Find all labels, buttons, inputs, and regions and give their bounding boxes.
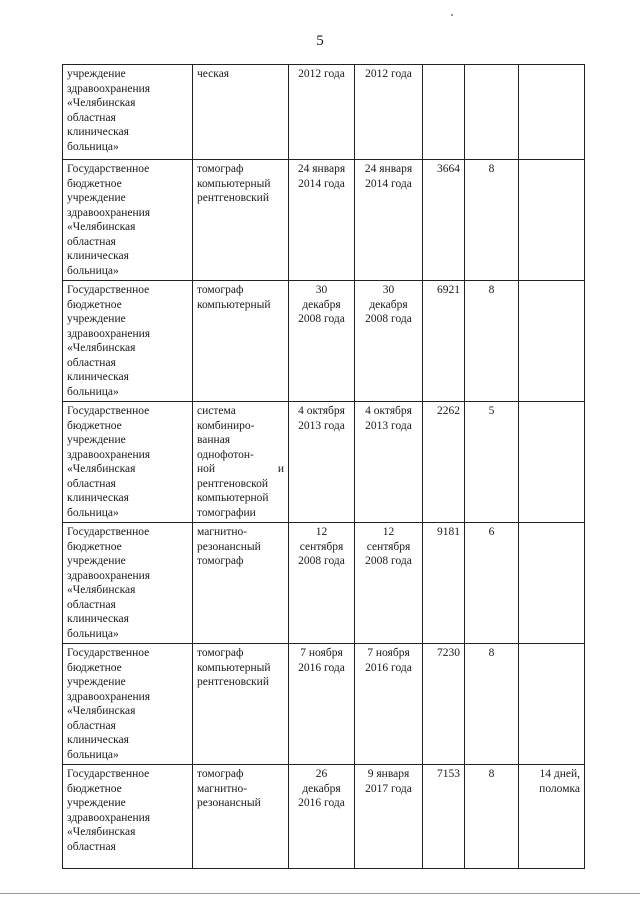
organization-cell-line: больница» — [67, 506, 119, 519]
organization-cell-line: «Челябинская — [67, 584, 136, 596]
studies-count-cell: 6921 — [423, 281, 465, 402]
device-cell-line: компьютерный — [197, 661, 271, 674]
install-date-cell-line: 4 октября — [298, 405, 345, 417]
hours-cell: 8 — [465, 644, 519, 765]
organization-cell — [63, 281, 193, 402]
table-row — [63, 765, 585, 869]
install-date-cell — [289, 160, 355, 281]
organization-cell-line: здравоохранения — [67, 811, 151, 824]
organization-cell-line: «Челябинская — [67, 97, 136, 109]
hours-cell: 8 — [465, 765, 519, 869]
device-word: ной — [197, 463, 216, 475]
install-date-cell-line: 2016 года — [298, 661, 345, 674]
organization-cell-line: бюджетное — [67, 661, 122, 674]
hours-cell: 8 — [465, 281, 519, 402]
organization-cell-line: учреждение — [67, 797, 126, 809]
hours-cell: 8 — [465, 160, 519, 281]
downtime-note-cell — [519, 523, 585, 644]
studies-count-cell: 7230 — [423, 644, 465, 765]
downtime-note-cell — [519, 160, 585, 281]
device-cell-line: компьютерный — [197, 177, 271, 190]
organization-cell-line: Государственное — [67, 163, 150, 175]
organization-cell-line: здравоохранения — [67, 448, 151, 461]
page-number: 5 — [316, 33, 324, 49]
device-cell-line: ческая — [197, 68, 230, 80]
hours-cell — [465, 65, 519, 160]
organization-cell — [63, 65, 193, 160]
device-cell-line: магнитно- — [197, 782, 248, 795]
start-date-cell — [355, 65, 423, 160]
organization-cell-line: «Челябинская — [67, 826, 136, 838]
start-date-cell — [355, 402, 423, 523]
organization-cell-line: больница» — [67, 264, 119, 277]
install-date-cell — [289, 523, 355, 644]
organization-cell-line: здравоохранения — [67, 327, 151, 340]
organization-cell-line: учреждение — [67, 68, 126, 80]
organization-cell-line: здравоохранения — [67, 82, 151, 95]
install-date-cell-line: 2014 года — [298, 177, 345, 190]
organization-cell-line: здравоохранения — [67, 569, 151, 582]
organization-cell-line: «Челябинская — [67, 463, 136, 475]
install-date-cell — [289, 65, 355, 160]
organization-cell-line: здравоохранения — [67, 690, 151, 703]
install-date-cell-line: 2012 года — [298, 68, 345, 80]
table-row — [63, 160, 585, 281]
device-cell-line: рентгеновской — [197, 477, 268, 490]
install-date-cell-line: 7 ноября — [300, 647, 343, 659]
downtime-note-cell — [519, 644, 585, 765]
organization-cell-line: областная — [67, 598, 116, 611]
table-row — [63, 65, 585, 160]
start-date-cell-line: 2014 года — [365, 177, 412, 190]
organization-cell — [63, 160, 193, 281]
studies-count-cell: 7153 — [423, 765, 465, 869]
device-cell-line: магнитно- — [197, 526, 248, 538]
start-date-cell-line: 2016 года — [365, 661, 412, 674]
device-cell-line: комбиниро- — [197, 419, 255, 432]
device-cell-line: однофотон- — [197, 448, 254, 461]
studies-count-cell: 2262 — [423, 402, 465, 523]
studies-count-cell: 3664 — [423, 160, 465, 281]
organization-cell-line: здравоохранения — [67, 206, 151, 219]
organization-cell-line: областная — [67, 356, 116, 369]
device-cell — [193, 765, 289, 869]
device-cell — [193, 160, 289, 281]
device-cell-line: резонансный — [197, 797, 261, 809]
start-date-cell-line: 30 — [382, 284, 395, 296]
device-cell-line: рентгеновский — [197, 192, 269, 204]
device-cell-line — [197, 462, 284, 477]
device-cell — [193, 402, 289, 523]
start-date-cell — [355, 281, 423, 402]
table-row — [63, 523, 585, 644]
organization-cell-line: «Челябинская — [67, 221, 136, 233]
organization-cell-line: Государственное — [67, 405, 150, 417]
equipment-table — [62, 64, 585, 869]
downtime-note-cell — [519, 65, 585, 160]
organization-cell-line: «Челябинская — [67, 705, 136, 717]
install-date-cell-line: сентября — [299, 540, 344, 553]
device-cell-line: томограф — [197, 555, 244, 567]
install-date-cell — [289, 644, 355, 765]
organization-cell-line: клиническая — [67, 371, 129, 383]
device-cell-line: система — [197, 405, 236, 417]
start-date-cell — [355, 160, 423, 281]
organization-cell-line: областная — [67, 235, 116, 248]
organization-cell-line: Государственное — [67, 526, 150, 538]
install-date-cell — [289, 281, 355, 402]
device-cell — [193, 644, 289, 765]
downtime-note-cell — [519, 765, 585, 869]
downtime-note-cell — [519, 402, 585, 523]
install-date-cell-line: 12 — [315, 526, 328, 538]
device-cell-line: резонансный — [197, 540, 261, 553]
device-cell — [193, 65, 289, 160]
device-cell-line: томограф — [197, 647, 244, 659]
organization-cell-line: больница» — [67, 627, 119, 640]
studies-count-cell — [423, 65, 465, 160]
downtime-note-cell-line: 14 дней, — [539, 768, 580, 780]
organization-cell-line: клиническая — [67, 250, 129, 262]
table-row — [63, 281, 585, 402]
organization-cell-line: областная — [67, 111, 116, 124]
install-date-cell — [289, 765, 355, 869]
organization-cell-line: бюджетное — [67, 419, 122, 432]
organization-cell — [63, 523, 193, 644]
install-date-cell-line: 2008 года — [298, 555, 345, 567]
organization-cell-line: учреждение — [67, 434, 126, 446]
install-date-cell-line: 26 — [315, 768, 328, 780]
start-date-cell-line: 2008 года — [365, 313, 412, 325]
device-cell-line: томограф — [197, 163, 244, 175]
organization-cell-line: клиническая — [67, 734, 129, 746]
start-date-cell — [355, 644, 423, 765]
organization-cell-line: бюджетное — [67, 177, 122, 190]
organization-cell-line: областная — [67, 719, 116, 732]
install-date-cell-line: 2016 года — [298, 797, 345, 809]
start-date-cell-line: 2013 года — [365, 419, 412, 432]
install-date-cell-line: 2013 года — [298, 419, 345, 432]
table-row — [63, 644, 585, 765]
organization-cell-line: бюджетное — [67, 782, 122, 795]
organization-cell-line: учреждение — [67, 676, 126, 688]
device-cell-line: ванная — [197, 434, 231, 446]
hours-cell: 5 — [465, 402, 519, 523]
organization-cell-line: Государственное — [67, 284, 150, 296]
device-cell-line: томографии — [197, 506, 256, 519]
organization-cell-line: клиническая — [67, 126, 129, 138]
organization-cell-line: больница» — [67, 385, 119, 398]
downtime-note-cell-line: поломка — [539, 782, 580, 795]
organization-cell-line: бюджетное — [67, 298, 122, 311]
device-cell — [193, 281, 289, 402]
organization-cell — [63, 765, 193, 869]
start-date-cell-line: декабря — [369, 298, 408, 311]
start-date-cell-line: 7 ноября — [367, 647, 410, 659]
organization-cell-line: областная — [67, 477, 116, 490]
device-cell-line: компьютерный — [197, 298, 271, 311]
install-date-cell-line: 30 — [315, 284, 328, 296]
hours-cell: 6 — [465, 523, 519, 644]
table-row — [63, 402, 585, 523]
start-date-cell-line: 9 января — [367, 768, 410, 780]
install-date-cell-line: 2008 года — [298, 313, 345, 325]
organization-cell-line: учреждение — [67, 555, 126, 567]
organization-cell — [63, 644, 193, 765]
device-cell — [193, 523, 289, 644]
start-date-cell-line: 4 октября — [365, 405, 412, 417]
organization-cell-line: больница» — [67, 140, 119, 153]
install-date-cell-line: 24 января — [297, 163, 346, 175]
start-date-cell — [355, 523, 423, 644]
start-date-cell-line: 2017 года — [365, 782, 412, 795]
organization-cell-line: учреждение — [67, 313, 126, 325]
organization-cell — [63, 402, 193, 523]
organization-cell-line: бюджетное — [67, 540, 122, 553]
install-date-cell — [289, 402, 355, 523]
organization-cell-line: областная — [67, 840, 116, 853]
page-bottom-rule — [0, 893, 640, 894]
organization-cell-line: Государственное — [67, 647, 150, 659]
downtime-note-cell — [519, 281, 585, 402]
organization-cell-line: больница» — [67, 748, 119, 761]
scan-speck — [451, 14, 453, 16]
device-word: и — [277, 463, 284, 475]
organization-cell-line: Государственное — [67, 768, 150, 780]
install-date-cell-line: декабря — [302, 782, 341, 795]
device-cell-line: томограф — [197, 284, 244, 296]
install-date-cell-line: декабря — [302, 298, 341, 311]
start-date-cell-line: 24 января — [364, 163, 413, 175]
organization-cell-line: учреждение — [67, 192, 126, 204]
start-date-cell-line: 2012 года — [365, 68, 412, 80]
organization-cell-line: клиническая — [67, 492, 129, 504]
device-cell-line: томограф — [197, 768, 244, 780]
organization-cell-line: клиническая — [67, 613, 129, 625]
start-date-cell-line: сентября — [366, 540, 411, 553]
device-cell-line: рентгеновский — [197, 676, 269, 688]
start-date-cell-line: 12 — [382, 526, 395, 538]
start-date-cell — [355, 765, 423, 869]
start-date-cell-line: 2008 года — [365, 555, 412, 567]
organization-cell-line: «Челябинская — [67, 342, 136, 354]
device-cell-line: компьютерной — [197, 492, 269, 504]
studies-count-cell: 9181 — [423, 523, 465, 644]
